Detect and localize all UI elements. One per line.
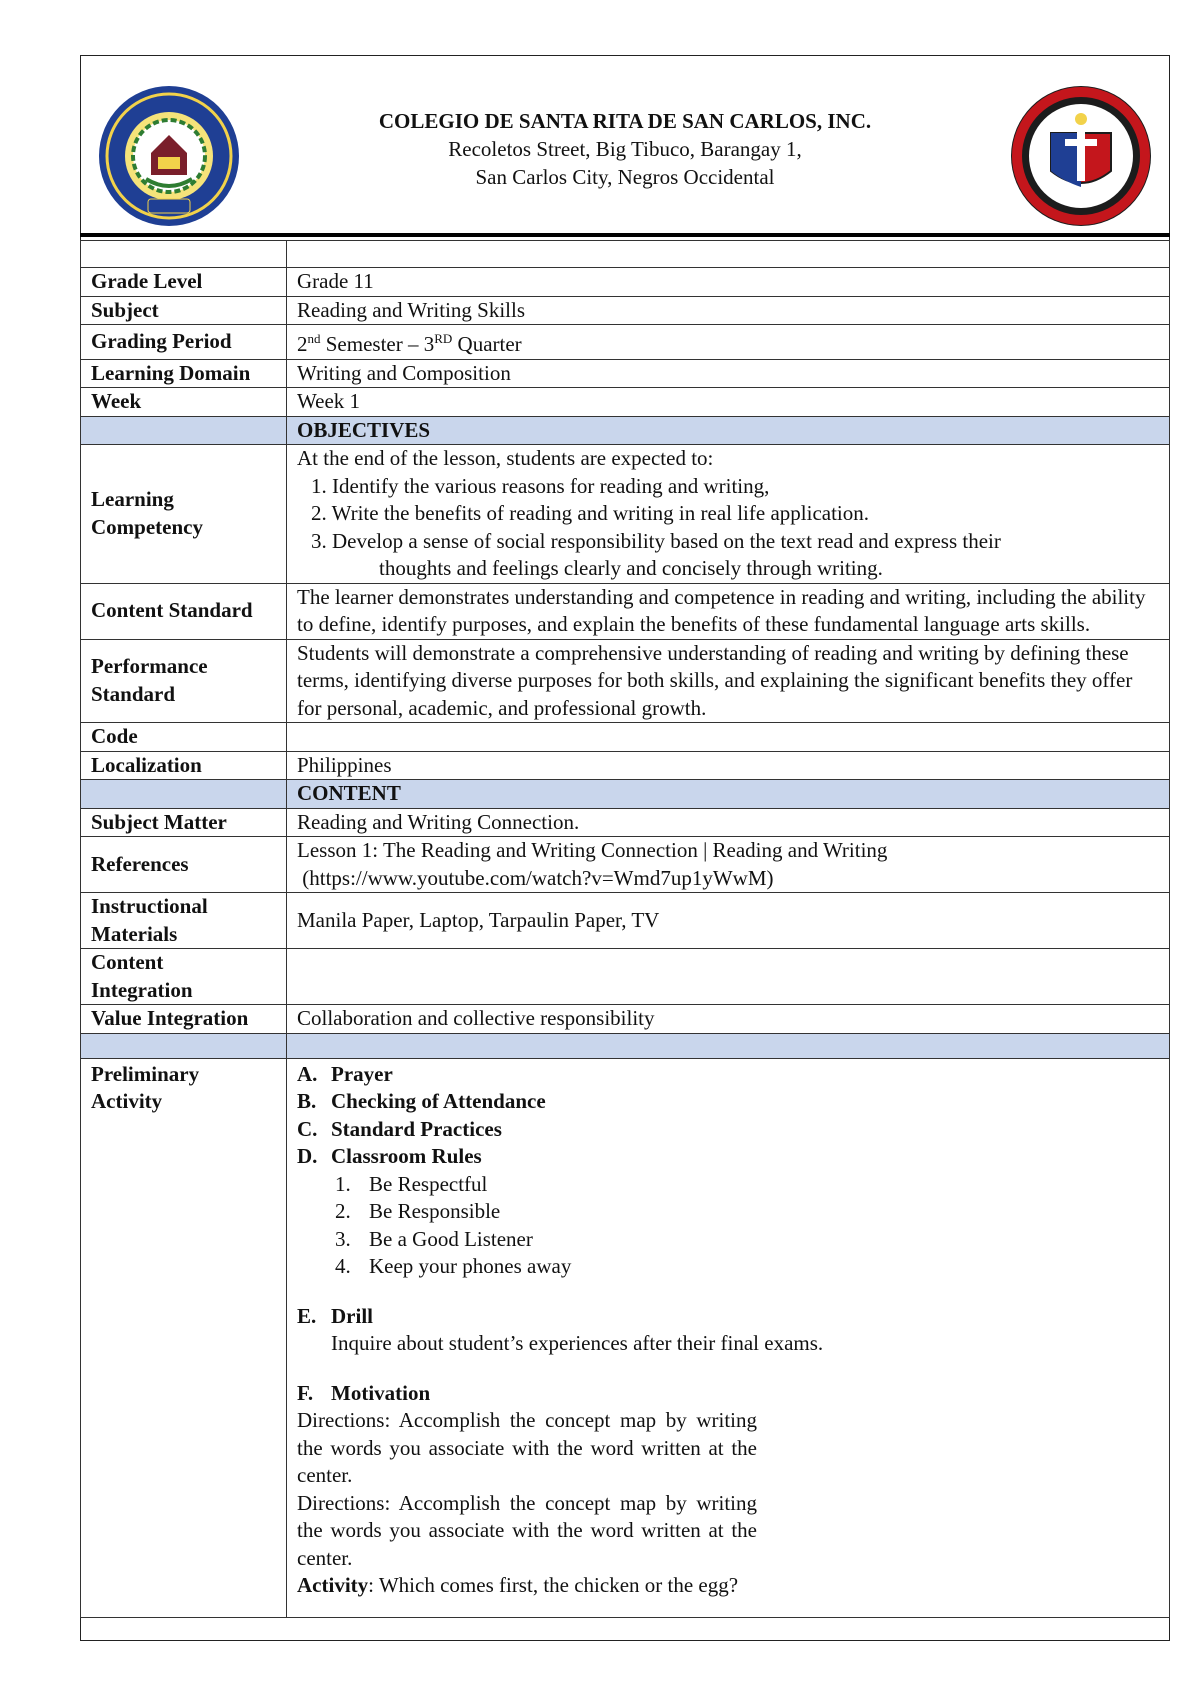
spacer — [297, 1358, 1159, 1380]
content-integration-label — [81, 949, 287, 1005]
value-integration-label: Value Integration — [81, 1005, 287, 1034]
instructional-materials-label — [81, 893, 287, 949]
row-subject — [81, 296, 1170, 325]
step-text: Classroom Rules — [331, 1144, 482, 1168]
item-number: 2. — [311, 501, 327, 525]
row-content-standard — [81, 583, 1170, 639]
blank-row — [81, 241, 1170, 268]
grading-period-sup-a: nd — [307, 331, 321, 346]
step-drill — [297, 1303, 1159, 1331]
reference-title: Lesson 1: The Reading and Writing Connection | Reading and Writing — [297, 838, 888, 862]
row-learning-domain — [81, 359, 1170, 388]
step-text: Standard Practices — [331, 1116, 502, 1141]
row-instructional-materials — [81, 893, 1170, 949]
step-classroom-rules — [297, 1143, 1159, 1171]
subject-matter-label: Subject Matter — [81, 808, 287, 837]
step-standard-practices — [297, 1116, 1159, 1144]
list-item — [297, 1171, 1159, 1199]
grading-period-value — [287, 325, 1170, 360]
grading-period-part-a: 2 — [297, 332, 308, 356]
directions-1: Directions: Accomplish the concept map by writing the words you associate with the word written at the center. — [297, 1408, 757, 1487]
rule-number: 2. — [335, 1199, 351, 1223]
list-item — [297, 1226, 1159, 1254]
item-number: 1. — [311, 473, 327, 498]
localization-label: Localization — [81, 751, 287, 780]
instructional-materials-label-line2: Materials — [91, 921, 178, 946]
step-letter: E. — [297, 1303, 317, 1328]
competency-list — [297, 473, 1159, 583]
grading-period-part-b: Semester – 3 — [320, 332, 435, 356]
content-standard-label: Content Standard — [81, 583, 287, 639]
row-references — [81, 837, 1170, 893]
activity-line — [297, 1572, 1159, 1600]
value-integration-value: Collaboration and collective responsibility — [287, 1005, 1170, 1034]
row-learning-competency — [81, 445, 1170, 584]
step-text: Checking of Attendance — [331, 1089, 546, 1113]
rule-text: Be Respectful — [369, 1171, 488, 1196]
address-line-1: Recoletos Street, Big Tibuco, Barangay 1, — [448, 137, 802, 161]
learning-competency-label — [81, 445, 287, 584]
learning-competency-label-line1: Learning — [91, 487, 174, 512]
activity-label: Activity — [297, 1573, 369, 1597]
performance-standard-label-line1: Performance — [91, 654, 208, 679]
item-text: Develop a sense of social responsibility based on the text read and express their — [332, 528, 1001, 553]
performance-standard-label-line2: Standard — [91, 681, 176, 706]
objectives-band — [81, 416, 1170, 445]
content-band — [81, 780, 1170, 809]
item-text: Identify the various reasons for reading and writing, — [332, 473, 770, 498]
preliminary-label-line1: Preliminary — [91, 1061, 200, 1086]
grading-period-sup-b: RD — [434, 331, 453, 346]
content-integration-label-line2: Integration — [91, 977, 193, 1002]
subject-label: Subject — [81, 296, 287, 325]
item-text: Write the benefits of reading and writing in real life application. — [331, 501, 870, 525]
content-integration-value — [287, 949, 1170, 1005]
step-text: Prayer — [331, 1061, 393, 1086]
school-heading — [280, 107, 970, 191]
rule-number: 1. — [335, 1171, 351, 1196]
row-localization — [81, 751, 1170, 780]
row-content-integration — [81, 949, 1170, 1005]
step-motivation — [297, 1380, 1159, 1408]
code-value — [287, 723, 1170, 752]
row-grade-level — [81, 268, 1170, 297]
list-item — [297, 528, 1159, 583]
spacer — [297, 1281, 1159, 1303]
localization-value: Philippines — [287, 751, 1170, 780]
references-value — [287, 837, 1170, 893]
row-preliminary-activity — [81, 1058, 1170, 1617]
performance-standard-value: Students will demonstrate a comprehensive understanding of reading and writing by defining these terms, identifying diverse purposes for both skills, and explaining the significant benefits they offer for personal, academic, and professional growth. — [287, 639, 1170, 723]
row-performance-standard — [81, 639, 1170, 723]
grade-level-value: Grade 11 — [287, 268, 1170, 297]
item-text-continued: thoughts and feelings clearly and concisely through writing. — [379, 556, 883, 580]
item-number: 3. — [311, 528, 327, 553]
grade-level-label: Grade Level — [81, 268, 287, 297]
step-prayer — [297, 1061, 1159, 1089]
colegio-santa-rita-seal — [1008, 83, 1154, 229]
list-item — [297, 1198, 1159, 1226]
grading-period-label: Grading Period — [81, 325, 287, 360]
content-integration-label-line1: Content — [91, 950, 164, 974]
learning-domain-value: Writing and Composition — [287, 359, 1170, 388]
row-grading-period — [81, 325, 1170, 360]
step-attendance — [297, 1088, 1159, 1116]
preliminary-label-line2: Activity — [91, 1089, 163, 1113]
directions-2: Directions: Accomplish the concept map by writing the words you associate with the word written at the center. — [297, 1490, 757, 1570]
list-item — [297, 500, 1159, 528]
subject-matter-value: Reading and Writing Connection. — [287, 808, 1170, 837]
drill-text: Inquire about student’s experiences after their final exams. — [331, 1331, 824, 1355]
content-standard-value: The learner demonstrates understanding and competence in reading and writing, including the ability to define, identify purposes, and explain the benefits of these fundamental language arts skills. — [287, 583, 1170, 639]
list-item — [297, 1253, 1159, 1281]
learning-domain-label: Learning Domain — [81, 359, 287, 388]
week-label: Week — [81, 388, 287, 417]
document-header — [80, 55, 1170, 235]
objectives-heading: OBJECTIVES — [287, 416, 1170, 445]
school-name: COLEGIO DE SANTA RITA DE SAN CARLOS, INC. — [378, 109, 872, 133]
list-item — [297, 473, 1159, 501]
reference-url[interactable]: (https://www.youtube.com/watch?v=Wmd7up1yWwM) — [297, 865, 774, 890]
row-value-integration — [81, 1005, 1170, 1034]
competency-intro: At the end of the lesson, students are expected to: — [297, 446, 714, 470]
instructional-materials-label-line1: Instructional — [91, 894, 208, 918]
address-line-2: San Carlos City, Negros Occidental — [475, 165, 775, 189]
step-letter: C. — [297, 1116, 318, 1141]
activity-text: : Which comes first, the chicken or the egg? — [368, 1573, 739, 1597]
subject-value: Reading and Writing Skills — [287, 296, 1170, 325]
blank-band — [81, 1033, 1170, 1058]
rule-text: Be Responsible — [369, 1199, 501, 1223]
references-label: References — [81, 837, 287, 893]
step-letter: B. — [297, 1089, 317, 1113]
performance-standard-label — [81, 639, 287, 723]
week-value: Week 1 — [287, 388, 1170, 417]
row-subject-matter — [81, 808, 1170, 837]
code-label: Code — [81, 723, 287, 752]
learning-competency-value — [287, 445, 1170, 584]
grading-period-part-c: Quarter — [452, 332, 522, 356]
step-letter: F. — [297, 1380, 314, 1405]
row-week — [81, 388, 1170, 417]
header-divider — [80, 233, 1170, 237]
step-text: Motivation — [331, 1380, 431, 1405]
rule-text: Keep your phones away — [369, 1254, 572, 1278]
rule-number: 4. — [335, 1254, 351, 1278]
step-text: Drill — [331, 1303, 373, 1328]
step-letter: A. — [297, 1061, 318, 1086]
content-heading: CONTENT — [287, 780, 1170, 809]
rule-number: 3. — [335, 1226, 351, 1251]
step-letter: D. — [297, 1144, 318, 1168]
instructional-materials-value: Manila Paper, Laptop, Tarpaulin Paper, TV — [287, 893, 1170, 949]
rule-text: Be a Good Listener — [369, 1226, 533, 1251]
preliminary-activity-value — [287, 1058, 1170, 1617]
learning-competency-label-line2: Competency — [91, 514, 203, 539]
preliminary-activity-label — [81, 1058, 287, 1617]
row-code — [81, 723, 1170, 752]
college-of-teacher-education-seal — [96, 83, 242, 229]
lesson-plan-table — [80, 240, 1170, 1618]
